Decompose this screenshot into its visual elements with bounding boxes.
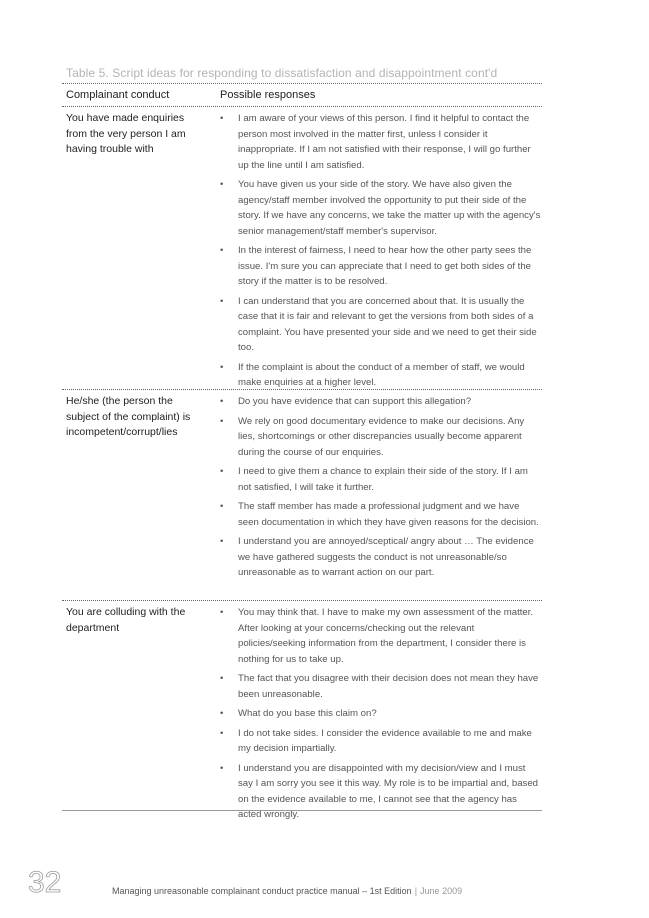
header-complainant-conduct: Complainant conduct bbox=[66, 89, 170, 101]
list-item: • You have given us your side of the story. We have also given the agency/staff member involved the opportunity to put their side of the story. If we have any concerns, we take the matter up with the agency's senior management/staff member's supervisor. bbox=[220, 179, 541, 237]
list-item: • The staff member has made a professional judgment and we have seen documentation in which they have given reasons for the decision. bbox=[220, 501, 539, 528]
header-rule bbox=[62, 106, 542, 107]
row-divider bbox=[62, 600, 542, 601]
list-item: • Do you have evidence that can support this allegation? bbox=[220, 394, 542, 410]
list-item: • I need to give them a chance to explain their side of the story. If I am not satisfied, I will take it further. bbox=[220, 466, 528, 493]
bullet-icon: • bbox=[220, 762, 224, 774]
list-item: • I understand you are annoyed/sceptical/ angry about … The evidence we have gathered suggests the conduct is not unreasonable/so unreasonable as to warrant action on our part. bbox=[220, 536, 534, 578]
row-1-conduct: You have made enquiries from the very person I am having trouble with bbox=[66, 112, 186, 155]
row-3-responses bbox=[220, 605, 542, 827]
bullet-icon: • bbox=[220, 245, 224, 256]
table-caption: Table 5. Script ideas for responding to dissatisfaction and disappointment cont'd bbox=[66, 66, 498, 80]
page-footer bbox=[112, 886, 462, 896]
bullet-icon: • bbox=[220, 708, 224, 719]
bullet-icon: • bbox=[220, 501, 224, 512]
row-1-responses bbox=[220, 111, 542, 395]
bullet-icon: • bbox=[220, 179, 224, 190]
footer-title: Managing unreasonable complainant conduct practice manual – 1st Edition bbox=[112, 886, 412, 896]
list-item: • If the complaint is about the conduct of a member of staff, we would make enquiries at a higher level. bbox=[220, 361, 525, 388]
table-bottom-rule bbox=[62, 810, 542, 811]
bullet-icon: • bbox=[220, 415, 224, 427]
bullet-icon: • bbox=[220, 113, 224, 124]
bullet-icon: • bbox=[220, 396, 224, 407]
bullet-icon: • bbox=[220, 727, 224, 739]
list-item: • The fact that you disagree with their decision does not mean they have been unreasonable. bbox=[220, 673, 539, 700]
page-number: 32 bbox=[28, 866, 62, 899]
bullet-icon: • bbox=[220, 295, 224, 307]
bullet-icon: • bbox=[220, 536, 224, 547]
header-possible-responses: Possible responses bbox=[220, 89, 316, 101]
row-3-conduct: You are colluding with the department bbox=[66, 606, 186, 634]
row-divider bbox=[62, 389, 542, 390]
footer-separator: | bbox=[414, 886, 418, 896]
bullet-icon: • bbox=[220, 466, 224, 477]
list-item: • I am aware of your views of this person. I find it helpful to contact the person most involved in the matter first, unless I consider it inappropriate. If I am not satisfied with their response, I will go further up the line until I am satisfied. bbox=[220, 113, 531, 171]
bullet-icon: • bbox=[220, 607, 224, 618]
bullet-icon: • bbox=[220, 361, 224, 373]
list-item: • We rely on good documentary evidence to make our decisions. Any lies, shortcomings or other discrepancies usually become apparent during the course of our enquiries. bbox=[220, 415, 525, 458]
list-item: • What do you base this claim on? bbox=[220, 706, 542, 722]
list-item: • You may think that. I have to make my own assessment of the matter. After looking at your concerns/checking out the relevant policies/seeking information from the department, I consider there is nothing for us to take up. bbox=[220, 607, 534, 665]
footer-date: June 2009 bbox=[420, 886, 463, 896]
list-item: • I understand you are disappointed with my decision/view and I must say I am sorry you see it this way. My role is to be impartial and, based on the evidence available to me, I cannot see that the agency has acted wrongly. bbox=[220, 762, 539, 820]
list-item: • I do not take sides. I consider the evidence available to me and make my decision impartially. bbox=[220, 727, 532, 754]
row-2-conduct: He/she (the person the subject of the complaint) is incompetent/corrupt/lies bbox=[66, 395, 191, 438]
table-top-rule bbox=[62, 83, 542, 84]
bullet-icon: • bbox=[220, 673, 224, 684]
list-item: • I can understand that you are concerned about that. It is usually the case that it is fair and relevant to get the versions from both sides of a complaint. You have presented your side and we need to get their side too. bbox=[220, 295, 537, 353]
list-item: • In the interest of fairness, I need to hear how the other party sees the issue. I'm sure you can appreciate that I need to get both sides of the story if the matter is to be resolved. bbox=[220, 245, 532, 287]
row-2-responses bbox=[220, 394, 542, 585]
